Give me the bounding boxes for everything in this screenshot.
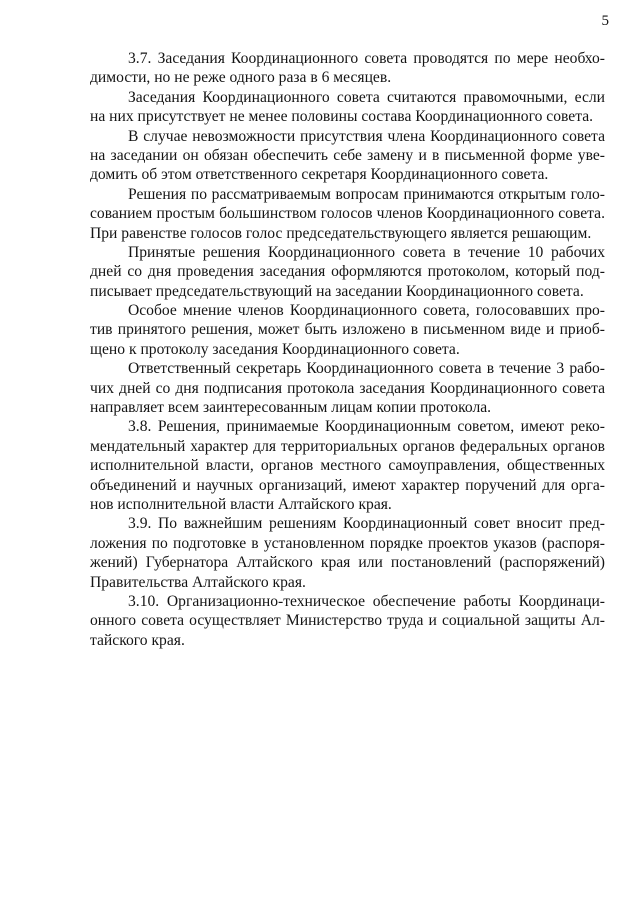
paragraph-line: тайского края. <box>90 631 185 649</box>
paragraph-line: направляет всем заинтересованным лицам копии протокола. <box>90 399 492 417</box>
paragraph-line: нов исполнительной власти Алтайского края. <box>90 495 392 513</box>
paragraph-3-10 <box>90 592 605 650</box>
paragraph-protocol <box>90 243 605 301</box>
paragraph-line: 3.8. Решения, принимаемые Координационным советом, имеют реко- <box>128 418 605 436</box>
paragraph-line: Решения по рассматриваемым вопросам принимаются открытым голо- <box>128 185 605 203</box>
paragraph-line: сованием простым большинством голосов членов Координационного совета. <box>90 205 605 223</box>
paragraph-line: 3.10. Организационно-техническое обеспечение работы Координаци- <box>128 592 605 610</box>
paragraph-line: писывает председательствующий на заседании Координационного совета. <box>90 282 584 300</box>
paragraph-secretary <box>90 359 605 417</box>
paragraph-dissent <box>90 301 605 359</box>
paragraph-line: щено к протоколу заседания Координационного совета. <box>90 340 460 358</box>
paragraph-replacement <box>90 127 605 185</box>
paragraph-line: на них присутствует не менее половины состава Координационного совета. <box>90 108 594 126</box>
paragraph-3-9 <box>90 514 605 592</box>
paragraph-line: ложения по подготовке в установленном порядке проектов указов (распоря- <box>90 534 605 552</box>
paragraph-line: исполнительной власти, органов местного самоуправления, общественных <box>90 457 605 475</box>
paragraph-line: Принятые решения Координационного совета в течение 10 рабочих <box>128 243 605 261</box>
paragraph-line: Правительства Алтайского края. <box>90 573 306 591</box>
paragraph-line: мендательный характер для территориальных органов федеральных органов <box>90 437 605 455</box>
paragraph-3-7 <box>90 49 605 88</box>
paragraph-line: Особое мнение членов Координационного совета, голосовавших про- <box>128 302 605 320</box>
paragraph-voting <box>90 185 605 243</box>
paragraph-line: онного совета осуществляет Министерство труда и социальной защиты Ал- <box>90 612 605 630</box>
document-body <box>90 49 605 650</box>
paragraph-line: тив принятого решения, может быть изложено в письменном виде и приоб- <box>90 321 605 339</box>
paragraph-line: дней со дня проведения заседания оформляются протоколом, который под- <box>90 263 605 281</box>
paragraph-quorum <box>90 88 605 127</box>
paragraph-line: жений) Губернатора Алтайского края или постановлений (распоряжений) <box>90 554 605 572</box>
paragraph-line: 3.7. Заседания Координационного совета проводятся по мере необхо- <box>128 50 605 67</box>
paragraph-line: В случае невозможности присутствия члена Координационного совета <box>128 127 605 145</box>
paragraph-line: на заседании он обязан обеспечить себе замену и в письменной форме уве- <box>90 146 605 164</box>
paragraph-line: домить об этом ответственного секретаря Координационного совета. <box>90 166 549 184</box>
paragraph-line: При равенстве голосов голос председательствующего является решающим. <box>90 224 592 242</box>
paragraph-line: объединений и научных организаций, имеют характер поручений для орга- <box>90 476 605 494</box>
paragraph-line: димости, но не реже одного раза в 6 месяцев. <box>90 69 392 87</box>
page-number: 5 <box>601 13 609 29</box>
paragraph-line: 3.9. По важнейшим решениям Координационный совет вносит пред- <box>128 515 605 533</box>
paragraph-line: Ответственный секретарь Координационного совета в течение 3 рабо- <box>128 360 605 378</box>
paragraph-line: чих дней со дня подписания протокола заседания Координационного совета <box>90 379 605 397</box>
paragraph-line: Заседания Координационного совета считаются правомочными, если <box>128 88 605 106</box>
paragraph-3-8 <box>90 417 605 514</box>
